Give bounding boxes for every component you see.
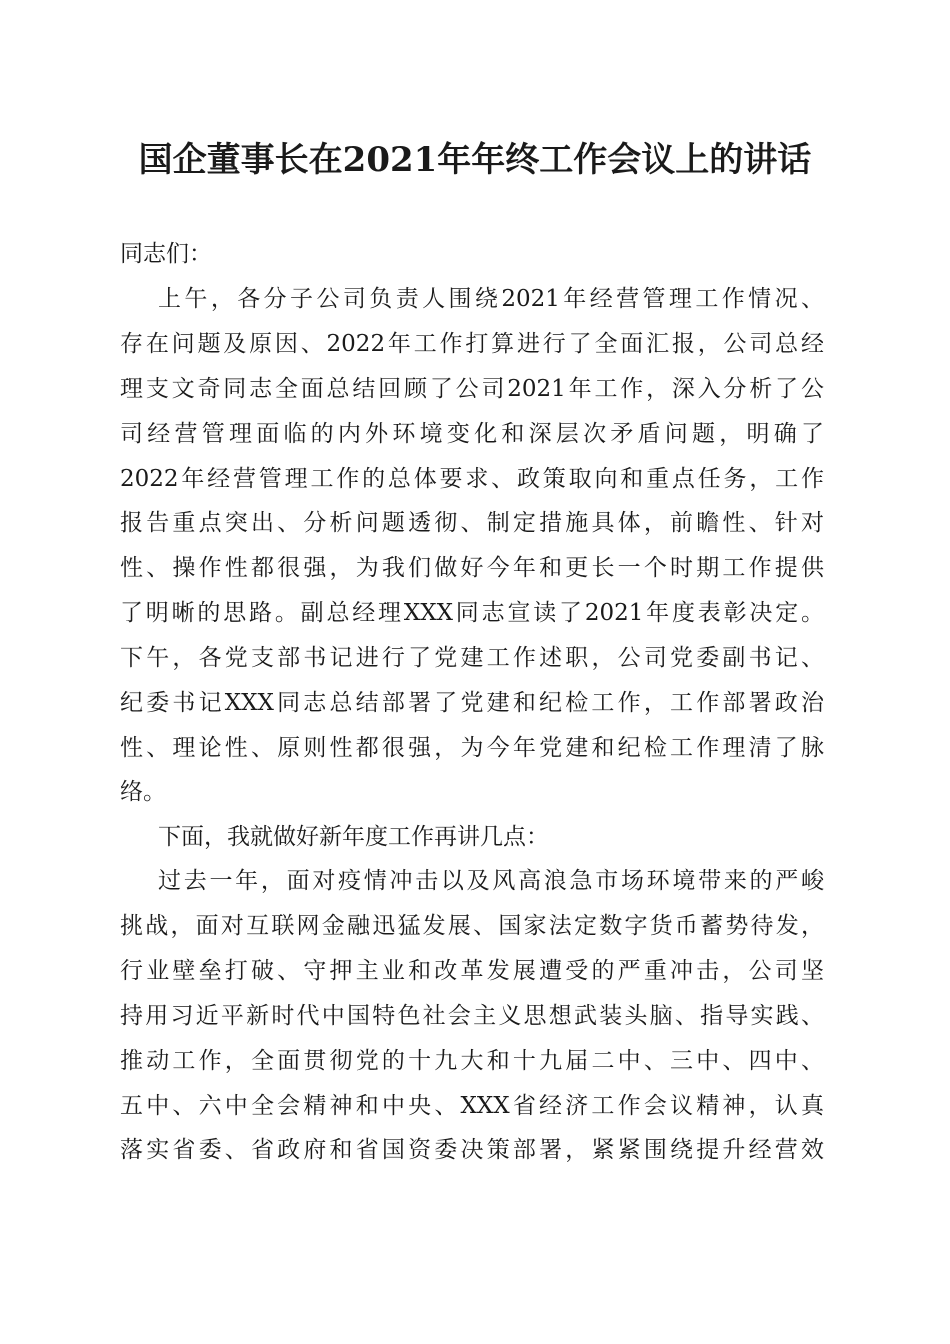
paragraph-3-line-1: 过去一年，面对疫情冲击以及风高浪急市场环境带来的严峻	[158, 868, 824, 894]
paragraph-1-line-1: 上午，各分子公司负责人围绕2021年经营管理工作情况、	[158, 286, 824, 312]
paragraph-1-line-7: 性、操作性都很强，为我们做好今年和更长一个时期工作提供	[120, 555, 824, 581]
paragraph-1-line-4: 司经营管理面临的内外环境变化和深层次矛盾问题，明确了	[120, 421, 824, 447]
paragraph-3-line-5: 推动工作，全面贯彻党的十九大和十九届二中、三中、四中、	[120, 1048, 824, 1074]
greeting: 同志们：	[120, 241, 212, 267]
paragraph-1-line-5: 2022年经营管理工作的总体要求、政策取向和重点任务，工作	[120, 466, 824, 492]
paragraph-1-line-6: 报告重点突出、分析问题透彻、制定措施具体，前瞻性、针对	[120, 510, 824, 536]
paragraph-3-line-4: 持用习近平新时代中国特色社会主义思想武装头脑、指导实践、	[120, 1003, 824, 1029]
document-title: 国企董事长在2021年年终工作会议上的讲话	[138, 140, 812, 180]
paragraph-1-line-8: 了明晰的思路。副总经理XXX同志宣读了2021年度表彰决定。	[120, 600, 824, 626]
paragraph-1-line-3: 理支文奇同志全面总结回顾了公司2021年工作，深入分析了公	[120, 376, 824, 402]
paragraph-1-line-10: 纪委书记XXX同志总结部署了党建和纪检工作，工作部署政治	[120, 690, 824, 716]
paragraph-1-line-9: 下午，各党支部书记进行了党建工作述职，公司党委副书记、	[120, 645, 824, 671]
paragraph-2-line-1: 下面，我就做好新年度工作再讲几点：	[158, 824, 549, 850]
paragraph-1-line-11: 性、理论性、原则性都很强，为今年党建和纪检工作理清了脉	[120, 735, 824, 761]
paragraph-3-line-6: 五中、六中全会精神和中央、XXX省经济工作会议精神，认真	[120, 1093, 824, 1119]
paragraph-1-line-2: 存在问题及原因、2022年工作打算进行了全面汇报，公司总经	[120, 331, 824, 357]
paragraph-3-line-3: 行业壁垒打破、守押主业和改革发展遭受的严重冲击，公司坚	[120, 958, 824, 984]
paragraph-3-line-2: 挑战，面对互联网金融迅猛发展、国家法定数字货币蓄势待发，	[120, 913, 824, 939]
paragraph-1-line-12: 络。	[120, 779, 166, 805]
paragraph-3-line-7: 落实省委、省政府和省国资委决策部署，紧紧围绕提升经营效	[120, 1137, 824, 1163]
